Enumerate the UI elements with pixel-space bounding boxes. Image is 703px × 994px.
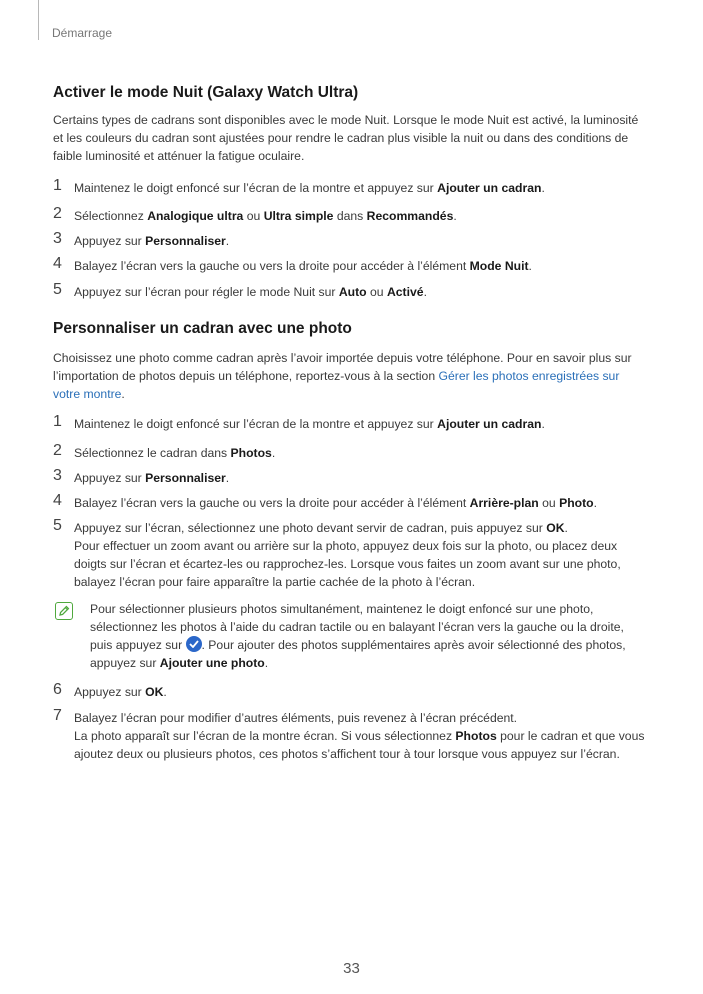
- intro-line: Certains types de cadrans sont disponibles avec le mode Nuit. Lorsque le mode Nuit est activé, la luminosité: [53, 113, 639, 127]
- intro-line: l’importation de photos depuis un téléphone, reportez-vous à la section Gérer les photos enregistrées sur: [53, 369, 620, 383]
- intro-line: faible luminosité et atténuer la fatigue oculaire.: [53, 149, 305, 163]
- step-number: 2: [53, 442, 62, 459]
- step-number: 2: [53, 205, 62, 222]
- s2-step-1: 1 Maintenez le doigt enfoncé sur l’écran de la montre et appuyez sur Ajouter un cadran.: [53, 413, 545, 431]
- s2-step-6: 6 Appuyez sur OK.: [53, 681, 167, 699]
- s1-step-3: 3 Appuyez sur Personnaliser.: [53, 230, 230, 248]
- photos-link-cont[interactable]: votre montre: [53, 387, 122, 401]
- section-header: Démarrage: [52, 26, 113, 40]
- step-detail: doigts sur l’écran et écartez-les ou rapprochez-les. Lorsque vous faites un zoom avant sur une photo,: [74, 557, 621, 571]
- s2-step-2: 2 Sélectionnez le cadran dans Photos.: [53, 442, 276, 460]
- step-number: 7: [53, 707, 62, 724]
- note-box: [53, 600, 645, 672]
- step-number: 4: [53, 255, 62, 272]
- step-number: 5: [53, 517, 62, 534]
- section1-intro: [53, 111, 643, 165]
- header-divider: [38, 0, 39, 40]
- note-line: Pour sélectionner plusieurs photos simultanément, maintenez le doigt enfoncé sur une photo,: [90, 602, 594, 616]
- page-number: 33: [343, 960, 360, 977]
- note-pencil-icon: [55, 602, 73, 620]
- intro-line: Choisissez une photo comme cadran après l’avoir importée depuis votre téléphone. Pour en savoir plus sur: [53, 351, 632, 365]
- s1-step-4: 4 Balayez l’écran vers la gauche ou vers la droite pour accéder à l’élément Mode Nuit.: [53, 255, 532, 273]
- intro-line: votre montre.: [53, 387, 125, 401]
- step-number: 3: [53, 230, 62, 247]
- s1-step-1: 1 Maintenez le doigt enfoncé sur l’écran de la montre et appuyez sur Ajouter un cadran.: [53, 177, 545, 195]
- photos-link[interactable]: Gérer les photos enregistrées sur: [438, 369, 620, 383]
- section2-intro: [53, 349, 643, 403]
- step-number: 6: [53, 681, 62, 698]
- step-number: 3: [53, 467, 62, 484]
- s1-step-5: 5 Appuyez sur l’écran pour régler le mode Nuit sur Auto ou Activé.: [53, 281, 427, 299]
- intro-line: et les couleurs du cadran sont ajustées pour rendre le cadran plus visible la nuit ou dans des conditions de: [53, 131, 629, 145]
- step-number: 1: [53, 177, 62, 194]
- s2-step-4: 4 Balayez l’écran vers la gauche ou vers la droite pour accéder à l’élément Arrière-plan ou Photo.: [53, 492, 597, 510]
- section2-title: Personnaliser un cadran avec une photo: [53, 320, 352, 337]
- note-line: sélectionnez les photos à l’aide du cadran tactile ou en balayant l’écran vers la gauche ou la droite,: [90, 620, 624, 634]
- step-number: 4: [53, 492, 62, 509]
- step-detail: La photo apparaît sur l’écran de la montre écran. Si vous sélectionnez Photos pour le cadran et que vous: [74, 729, 645, 743]
- s2-step-7: 7 Balayez l’écran pour modifier d’autres éléments, puis revenez à l’écran précédent. La photo apparaît sur l’écran de la montre écran. Si vous sélectionnez Photos pour le cadran et que vous ajoutez deux ou plusieurs photos, ces photos s’affichent tour à tour lorsque vous appuyez sur l’écran.: [53, 707, 645, 761]
- check-circle-icon: [186, 636, 202, 652]
- note-line: appuyez sur Ajouter une photo.: [90, 656, 269, 670]
- step-detail: balayez l’écran pour faire apparaître la partie cachée de la photo à l’écran.: [74, 575, 476, 589]
- step-number: 1: [53, 413, 62, 430]
- section1-title: Activer le mode Nuit (Galaxy Watch Ultra): [53, 84, 359, 101]
- note-line: puis appuyez sur . Pour ajouter des photos supplémentaires après avoir sélectionné des photos,: [90, 638, 626, 652]
- step-number: 5: [53, 281, 62, 298]
- s2-step-3: 3 Appuyez sur Personnaliser.: [53, 467, 230, 485]
- s2-step-5: 5 Appuyez sur l’écran, sélectionnez une photo devant servir de cadran, puis appuyez sur OK. Pour effectuer un zoom avant ou arrière sur la photo, appuyez deux fois sur la photo, ou placez deux doigts sur l’écran et écartez-les ou rapprochez-les. Lorsque vous faites un zoom avant sur une photo, balayez l’écran pour faire apparaître la partie cachée de la photo à l’écran.: [53, 519, 645, 591]
- step-detail: Pour effectuer un zoom avant ou arrière sur la photo, appuyez deux fois sur la photo, ou placez deux: [74, 539, 618, 553]
- s1-step-2: 2 Sélectionnez Analogique ultra ou Ultra simple dans Recommandés.: [53, 205, 457, 223]
- step-detail: ajoutez deux ou plusieurs photos, ces photos s’affichent tour à tour lorsque vous appuyez sur l’écran.: [74, 747, 620, 761]
